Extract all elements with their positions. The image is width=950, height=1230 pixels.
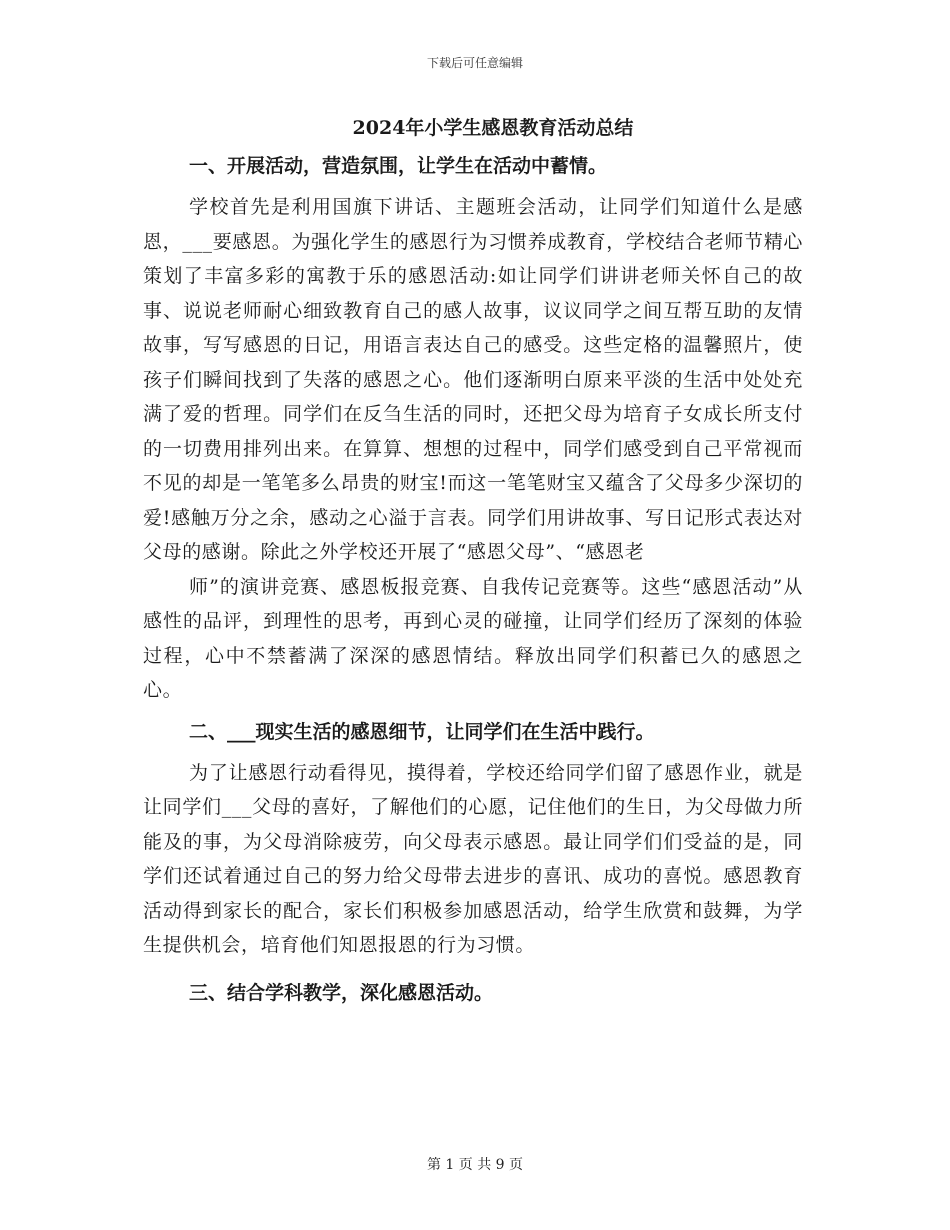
- edit-note: 下载后可任意编辑: [426, 56, 523, 70]
- document-body: [143, 108, 803, 1011]
- spacer: [143, 963, 803, 975]
- section-1-paragraph-2: 师”的演讲竞赛、感恩板报竞赛、自我传记竞赛等。这些“感恩活动”从感性的品评，到理性的思考，再到心灵的碰撞，让同学们经历了深刻的体验过程，心中不禁蓄满了深深的感恩情结。释放出同学们积蓄已久的感恩之心。: [143, 575, 803, 701]
- page-number: 第 1 页 共 9 页: [426, 1157, 524, 1173]
- section-2-paragraph-1: 为了让感恩行动看得见，摸得着，学校还给同学们留了感恩作业，就是让同学们___父母的喜好，了解他们的心愿，记住他们的生日，为父母做力所能及的事，为父母消除疲劳，向父母表示感恩。最让同学们们受益的是，同学们还试着通过自己的努力给父母带去进步的喜讯、成功的喜悦。感恩教育活动得到家长的配合，家长们积极参加感恩活动，给学生欣赏和鼓舞，为学生提供机会，培育他们知恩报恩的行为习惯。: [143, 761, 803, 956]
- section-1-paragraph-1: 学校首先是利用国旗下讲话、主题班会活动，让同学们知道什么是感恩，___要感恩。为强化学生的感恩行为习惯养成教育，学校结合老师节精心策划了丰富多彩的寓教于乐的感恩活动:如让同学们讲讲老师关怀自己的故事、说说老师耐心细致教育自己的感人故事，议议同学之间互帮互助的友情故事，写写感恩的日记，用语言表达自己的感受。这些定格的温馨照片，使孩子们瞬间找到了失落的感恩之心。他们逐渐明白原来平淡的生活中处处充满了爱的哲理。同学们在反刍生活的同时，还把父母为培育子女成长所支付的一切费用排列出来。在算算、想想的过程中，同学们感受到自己平常视而不见的却是一笔笔多么昂贵的财宝!而这一笔笔财宝又蕴含了父母多少深切的爱!感触万分之余，感动之心溢于言表。同学们用讲故事、写日记形式表达对父母的感谢。除此之外学校还开展了“感恩父母”、“感恩老: [143, 196, 803, 563]
- document-title: 2024年小学生感恩教育活动总结: [352, 117, 634, 139]
- section-3-heading: 三、结合学科教学，深化感恩活动。: [189, 981, 494, 1004]
- section-1-heading: 一、开展活动，营造氛围，让学生在活动中蓄情。: [189, 155, 608, 177]
- section-2-heading: 二、___现实生活的感恩细节，让同学们在生活中践行。: [189, 720, 655, 743]
